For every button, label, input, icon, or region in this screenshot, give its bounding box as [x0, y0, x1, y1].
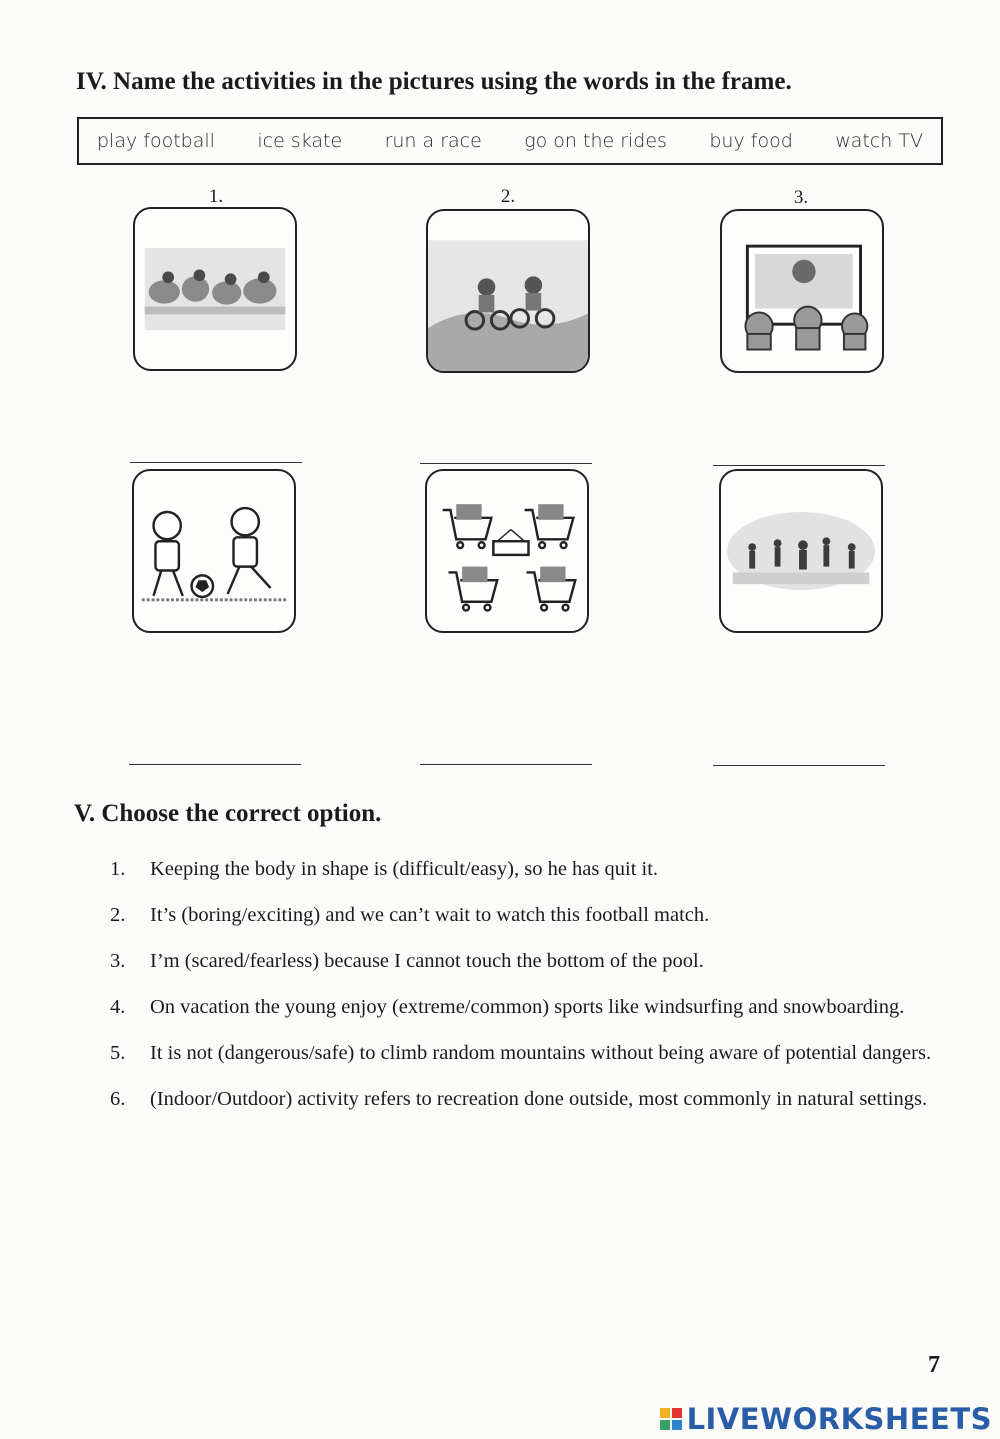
people-ice-skating-picture: [719, 469, 883, 633]
children-running-race-picture: [133, 207, 297, 371]
word-bank-item: buy food: [709, 130, 793, 152]
word-bank-item: watch TV: [835, 130, 923, 152]
section-5-title: V. Choose the correct option.: [74, 800, 382, 827]
section-4-title: IV. Name the activities in the pictures using the words in the frame.: [76, 68, 792, 95]
question-item: [110, 852, 942, 886]
question-item: [110, 944, 942, 978]
question-item: [110, 898, 942, 932]
answer-line[interactable]: [129, 764, 301, 765]
word-bank-item: ice skate: [257, 130, 343, 152]
children-riding-bikes-picture: [426, 209, 590, 373]
answer-line[interactable]: [130, 462, 302, 463]
word-bank-item: play football: [97, 130, 215, 152]
answer-line[interactable]: [713, 765, 885, 766]
question-text[interactable]: It is not (dangerous/safe) to climb random mountains without being aware of potential dangers.: [150, 1042, 932, 1064]
picture-number-1: 1.: [208, 186, 224, 207]
answer-line[interactable]: [420, 463, 592, 464]
question-list: [110, 852, 942, 1128]
word-bank-item: go on the rides: [524, 130, 667, 152]
question-number: 4.: [110, 996, 126, 1018]
picture-number-2: 2.: [500, 186, 516, 207]
question-item: [110, 1036, 942, 1070]
word-bank-item: run a race: [384, 130, 482, 152]
question-text[interactable]: It’s (boring/exciting) and we can’t wait to watch this football match.: [150, 904, 710, 926]
answer-line[interactable]: [420, 764, 592, 765]
question-number: 6.: [110, 1088, 126, 1110]
page-number: 7: [928, 1352, 940, 1378]
question-text[interactable]: Keeping the body in shape is (difficult/easy), so he has quit it.: [150, 858, 659, 880]
question-number: 3.: [110, 950, 126, 972]
question-number: 1.: [110, 858, 126, 880]
boys-playing-football-picture: [132, 469, 296, 633]
question-item: [110, 1082, 942, 1116]
shopping-carts-food-picture: [425, 469, 589, 633]
question-text[interactable]: On vacation the young enjoy (extreme/common) sports like windsurfing and snowboarding.: [150, 996, 905, 1018]
question-text[interactable]: I’m (scared/fearless) because I cannot touch the bottom of the pool.: [150, 950, 704, 972]
brand-name: LIVEWORKSHEETS: [686, 1402, 992, 1436]
liveworksheets-logo-icon: [659, 1407, 683, 1431]
question-number: 5.: [110, 1042, 126, 1064]
question-number: 2.: [110, 904, 126, 926]
family-watching-tv-picture: [720, 209, 884, 373]
question-text[interactable]: (Indoor/Outdoor) activity refers to recreation done outside, most commonly in natural settings.: [150, 1088, 928, 1110]
question-item: [110, 990, 942, 1024]
picture-number-3: 3.: [793, 187, 809, 208]
liveworksheets-brand[interactable]: [659, 1402, 992, 1436]
word-bank-frame: [77, 117, 943, 165]
answer-line[interactable]: [713, 465, 885, 466]
